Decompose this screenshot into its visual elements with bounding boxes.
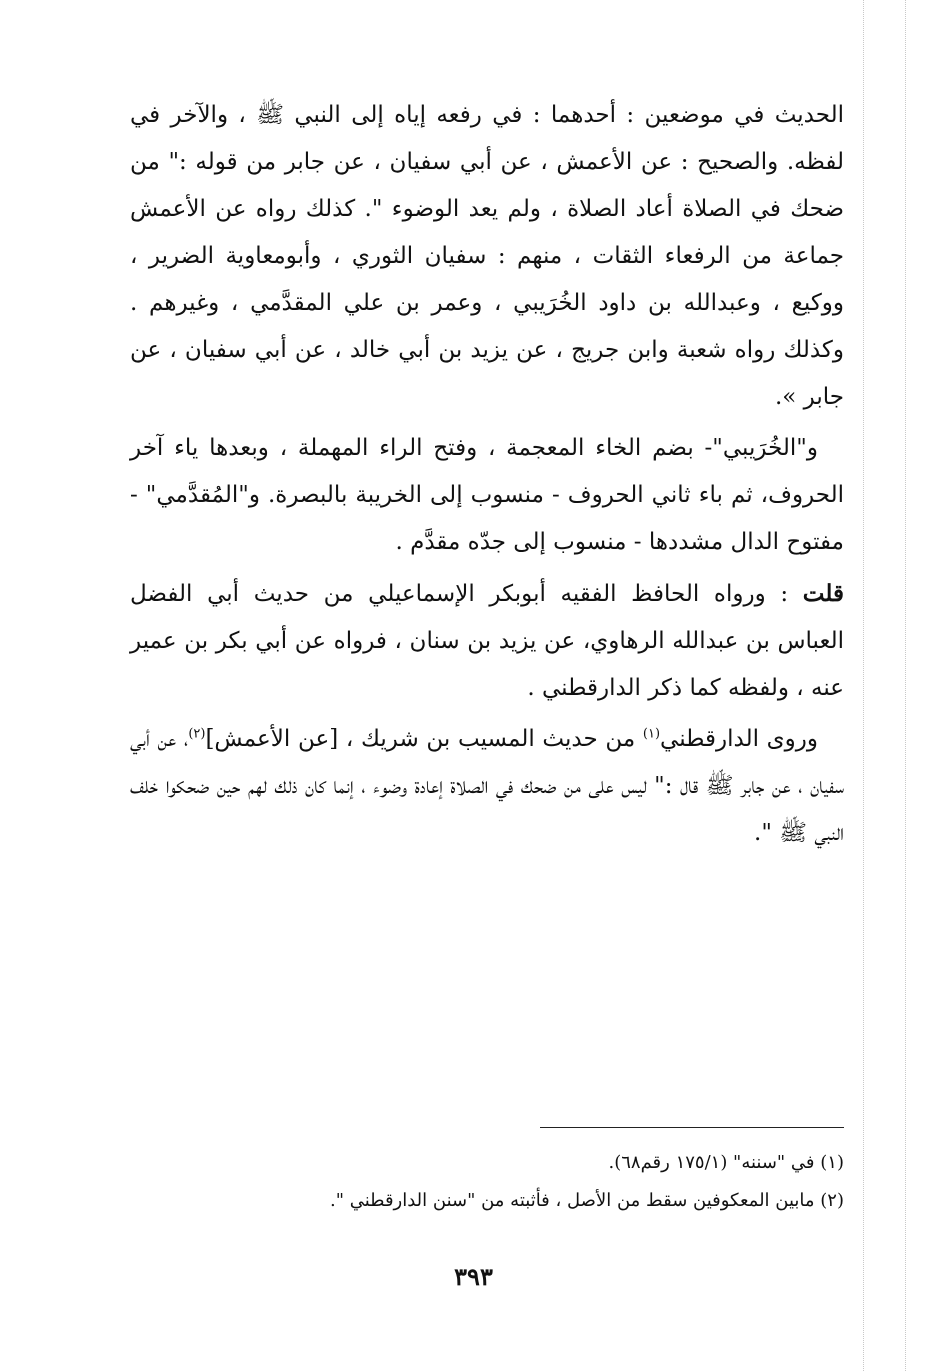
- footnote-ref-2[interactable]: (٢): [188, 726, 206, 742]
- main-text: [130, 92, 844, 861]
- footnote-separator: [540, 1127, 844, 1128]
- paragraph-4-part3: ، عن أبي سفيان ، عن جابر ﷺ قال :" ليس على من ضحك في الصلاة إعادة وضوء ، إنما كان ذلك لهم حين ضحكوا خلف النبي ﷺ ".: [130, 726, 844, 846]
- footnote-1: (١) في "سننه" (١٧٥/١ رقم٦٨).: [608, 1152, 844, 1173]
- paragraph-3: [130, 570, 844, 712]
- paragraph-4-part2: من حديث المسيب بن شريك ، [عن الأعمش]: [205, 726, 643, 752]
- footnotes: [130, 1144, 844, 1220]
- page-number: ٣٩٣: [454, 1262, 493, 1291]
- paragraph-1: الحديث في موضعين : أحدهما : في رفعه إياه إلى النبي ﷺ ، والآخر في لفظه. والصحيح : عن الأعمش ، عن أبي سفيان ، عن جابر من قوله :" من ضحك في الصلاة أعاد الصلاة ، ولم يعد الوضوء ". كذلك رواه عن الأعمش جماعة من الرفعاء الثقات ، منهم : سفيان الثوري ، وأبومعاوية الضرير ، ووكيع ، وعبدالله بن داود الخُرَيبي ، وعمر بن علي المقدَّمي ، وغيرهم . وكذلك رواه شعبة وابن جريج ، عن يزيد بن أبي خالد ، عن أبي سفيان ، عن جابر ».: [130, 102, 844, 410]
- scan-edge-dots: [862, 0, 864, 1371]
- paragraph-3-text: : ورواه الحافظ الفقيه أبوبكر الإسماعيلي من حديث أبي الفضل العباس بن عبدالله الرهاوي، عن يزيد بن سنان ، فرواه عن أبي بكر بن عمير عنه ، ولفظه كما ذكر الدارقطني .: [130, 581, 844, 701]
- paragraph-4-part1: وروى الدارقطني: [660, 726, 818, 752]
- footnote-2: (٢) مابين المعكوفين سقط من الأصل ، فأثبته من "سنن الدارقطني ".: [330, 1190, 844, 1211]
- footnote-ref-1[interactable]: (١): [642, 726, 661, 742]
- qultu-lead: قلت: [802, 580, 844, 607]
- paragraph-2: و"الخُرَيبي"- بضم الخاء المعجمة ، وفتح الراء المهملة ، وبعدها ياء آخر الحروف، ثم باء ثاني الحروف - منسوب إلى الخريبة بالبصرة. و"المُقدَّمي" - مفتوح الدال مشددها - منسوب إلى جدّه مقدَّم .: [130, 435, 844, 555]
- paragraph-4: [130, 716, 844, 857]
- scan-edge-dots-outer: [904, 0, 906, 1371]
